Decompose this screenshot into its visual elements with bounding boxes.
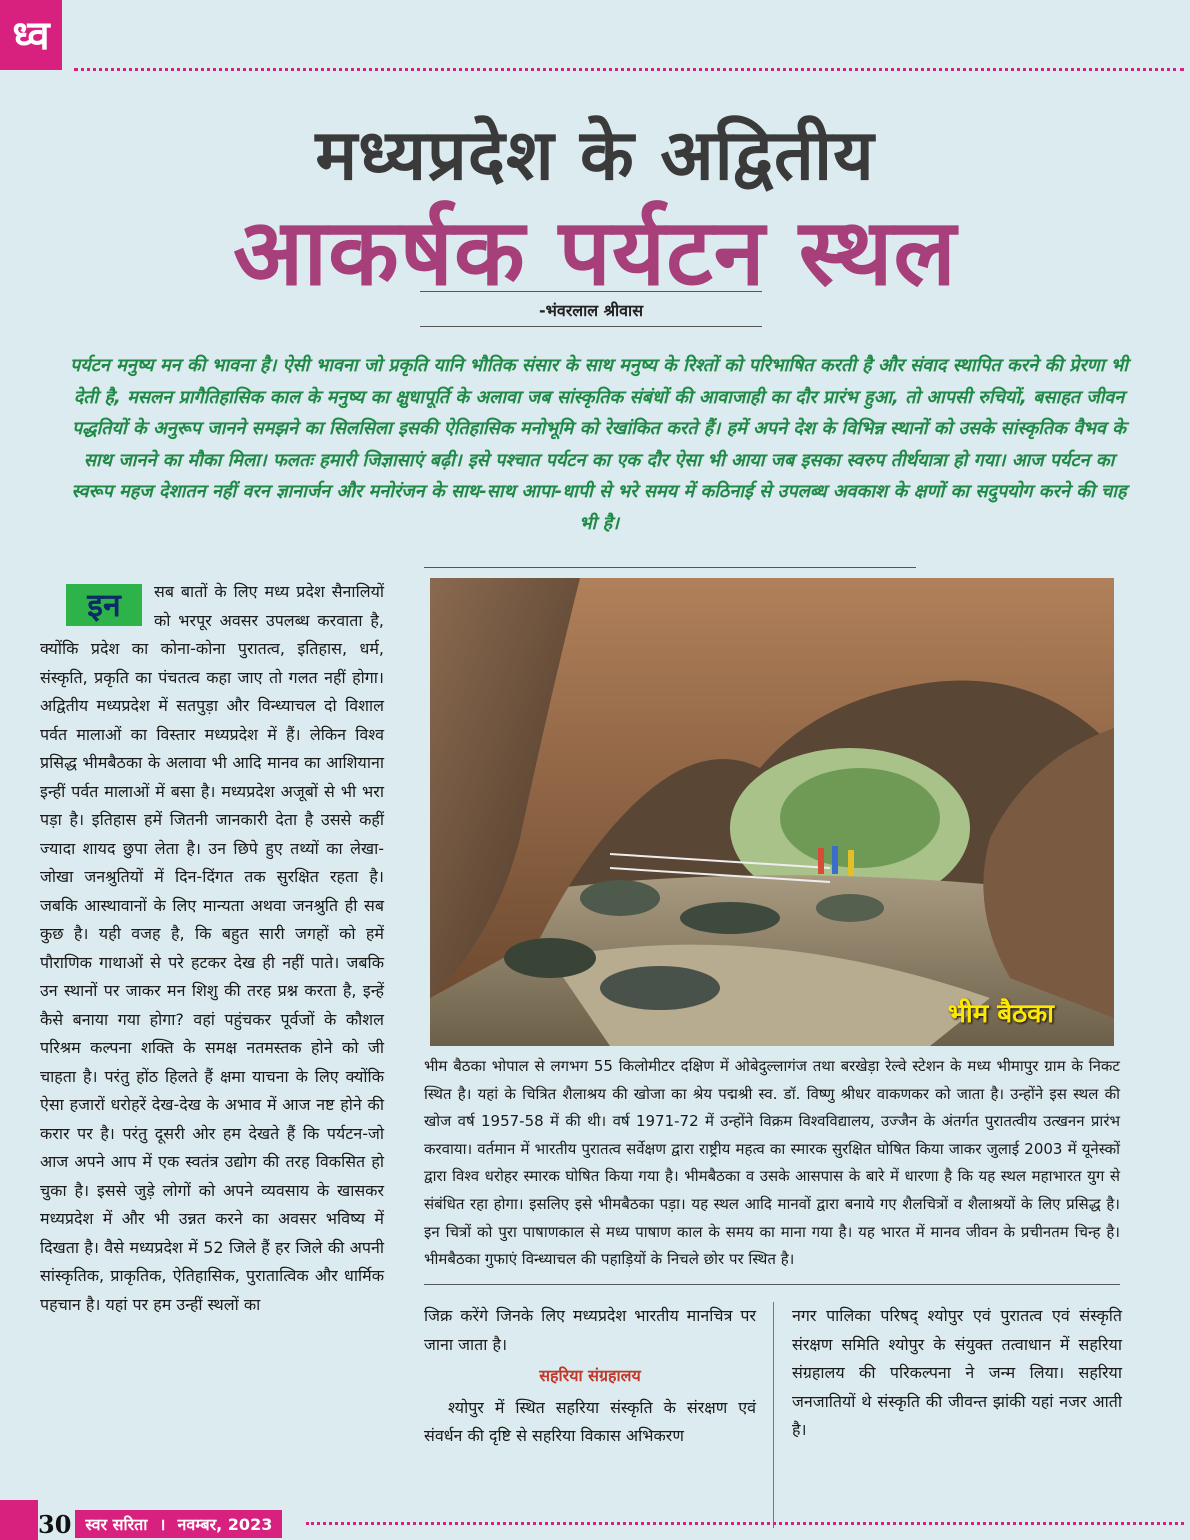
byline-rule-top [420,291,762,292]
left-column-text: सब बातों के लिए मध्य प्रदेश सैनालियों को भरपूर अवसर उपलब्ध करवाता है, क्योंकि प्रदेश का कोना-कोना पुरातत्व, इतिहास, धर्म, संस्कृति, प्रकृति का पंचतत्व कहा जाए तो गलत नहीं होगा। अद्वितीय मध्यप्रदेश में सतपुड़ा और विन्ध्याचल दो विशाल पर्वत मालाओं का विस्तार मध्यप्रदेश में हैं। लेकिन विश्व प्रसिद्ध भीमबैठका के अलावा भी आदि मानव का आशियाना इन्हीं पर्वत मालाओं में बसा है। मध्यप्रदेश अजूबों से भी भरा पड़ा है। इतिहास हमें जितनी जानकारी देता है उससे कहीं ज्यादा शायद छुपा लेता है। उन छिपे हुए तथ्यों का लेखा-जोखा जनश्रुतियों में दिन-दिंगत तक सुरक्षित रहता है। जबकि आस्थावानों के लिए मान्यता अथवा जनश्रुति ही सब कुछ है। यही वजह है, कि बहुत सारी जगहों को हमें पौराणिक गाथाओं से परे हटकर देख ही नहीं पाते। जबकि उन स्थानों पर जाकर मन शिशु की तरह प्रश्न करता है, इन्हें कैसे बनाया गया होगा? वहां पहुंचकर पूर्वजों के कौशल परिश्रम कल्पना शक्ति के समक्ष नतमस्तक होने को जी चाहता है। परंतु होंठ हिलते हैं क्षमा याचना के लिए क्योंकि ऐसा हजारों धरोहरें देख-देख के अभाव में आज नष्ट होने की करार पर है। परंतु दूसरी ओर हम देखते हैं कि पर्यटन-जो आज अपने आप में एक स्वतंत्र उद्योग की तरह विकसित हो चुका है। इससे जुड़े लोगों को अपने व्यवसाय के खासकर मध्यप्रदेश में और भी उन्नत करने का अवसर भविष्य में दिखता है। वैसे मध्यप्रदेश में 52 जिले हैं हर जिले की अपनी सांस्कृतिक, प्राकृतिक, ऐतिहासिक, पुरातात्विक और धार्मिक पहचान है। यहां पर हम उन्हीं स्थलों का [40,582,384,1314]
page-footer [38,1508,282,1540]
middle-column-text2: श्योपुर में स्थित सहरिया संस्कृति के संरक्षण एवं संवर्धन की दृष्टि से सहरिया विकास अभिकरण [424,1397,756,1445]
article-title-line2: आकर्षक पर्यटन स्थल [233,199,957,306]
magazine-logo: ध्व [12,12,50,59]
column-divider [773,1302,774,1528]
intro-divider [424,567,916,568]
middle-column-text1: जिक्र करेंगे जिनके लिए मध्यप्रदेश भारतीय मानचित्र पर जाना जाता है। [424,1306,756,1354]
right-column: नगर पालिका परिषद् श्योपुर एवं पुरातत्व एवं संस्कृति संरक्षण समिति श्योपुर के संयुक्त तत्वाधान में सहरिया संग्रहालय की परिकल्पना ने जन्म लिया। सहरिया जनजातियों थे संस्कृति की जीवन्त झांकी यहां नजर आती है। [792,1306,1122,1439]
footer-separator: । [159,1515,166,1534]
photo-caption: भीम बैठका [947,999,1054,1029]
dropcap: इन [66,584,142,626]
header-dotted-rule [74,68,1184,71]
bhimbetka-description: भीम बैठका भोपाल से लगभग 55 किलोमीटर दक्षिण में ओबेदुल्लागंज तथा बरखेड़ा रेल्वे स्टेशन के मध्य भीमापुर ग्राम के निकट स्थित है। यहां के चित्रित शैलाश्रय की खोजा का श्रेय पद्मश्री स्व. डॉ. विष्णु श्रीधर वाकणकर को जाता है। उन्होंने इस स्थल की खोज वर्ष 1957-58 में की थी। वर्ष 1971-72 में उन्होंने विक्रम विश्वविद्यालय, उज्जैन के अंतर्गत पुरातत्वीय उत्खनन प्रारंभ करवाया। वर्तमान में भारतीय पुरातत्व सर्वेक्षण द्वारा राष्ट्रीय महत्व का स्मारक सुरक्षित घोषित किया जाकर जुलाई 2003 में यूनेस्कों द्वारा विश्व धरोहर स्मारक घोषित किया गया है। भीमबैठका व उसके आसपास के बारे में धारणा है कि यह स्थल महाभारत युग से संबंधित रहा होगा। इसलिए इसे भीमबैठका पड़ा। यह स्थल आदि मानवों द्वारा बनाये गए शैलचित्रों व शैलाश्रयों के लिए प्रसिद्ध है। इन चित्रों को पुरा पाषाणकाल से मध्य पाषाण काल के समय का माना गया है। यह भारत में मानव जीवन के प्रचीनतम चिन्ह है। भीमबैठका गुफाएं विन्ध्याचल की पहाड़ियों के निचले छोर पर स्थित है। [424,1057,1120,1269]
issue-date: नवम्बर, 2023 [177,1515,273,1534]
author-byline: -भंवरलाल श्रीवास [538,301,644,320]
section-divider [424,1284,1120,1285]
page-number: 30 [38,1509,72,1539]
footer-dotted-rule [306,1522,1184,1525]
byline-rule-bottom [420,326,762,327]
subheading-sahariya-museum: सहरिया संग्रहालय [539,1366,641,1385]
footer-left-bar [0,1500,38,1540]
magazine-name: स्वर सरिता [85,1515,148,1534]
bhimbetka-photo [430,578,1114,1046]
magazine-tag [75,1510,282,1538]
intro-paragraph: पर्यटन मनुष्य मन की भावना है। ऐसी भावना जो प्रकृति यानि भौतिक संसार के साथ मनुष्य के रिश्तों को परिभाषित करती है और संवाद स्थापित करने की प्रेरणा भी देती है, मसलन प्रागैतिहासिक काल के मनुष्य का क्षुधापूर्ति के अलावा जब सांस्कृतिक संबंधों की आवाजाही का दौर प्रारंभ हुआ, तो आपसी रुचियों, बसाहत जीवन पद्धतियों के अनुरूप जानने समझने का सिलसिला इसकी ऐतिहासिक मनोभूमि को रेखांकित करते हैं। हमें अपने देश के विभिन्न स्थानों को उसके सांस्कृतिक वैभव के साथ जानने का मौका मिला। फलतः हमारी जिज्ञासाएं बढ़ी। इसे पश्चात पर्यटन का एक दौर ऐसा भी आया जब इसका स्वरुप तीर्थयात्रा हो गया। आज पर्यटन का स्वरूप महज देशातन नहीं वरन ज्ञानार्जन और मनोरंजन के साथ-साथ आपा-धापी से भरे समय में कठिनाई से उपलब्ध अवकाश के क्षणों का सदुपयोग करने की चाह भी है। [70,355,1128,534]
cave-illustration [430,578,1114,1046]
middle-column [424,1302,756,1451]
article-title-line1: मध्यप्रदेश के अद्वितीय [315,114,875,196]
left-column [40,578,384,1319]
